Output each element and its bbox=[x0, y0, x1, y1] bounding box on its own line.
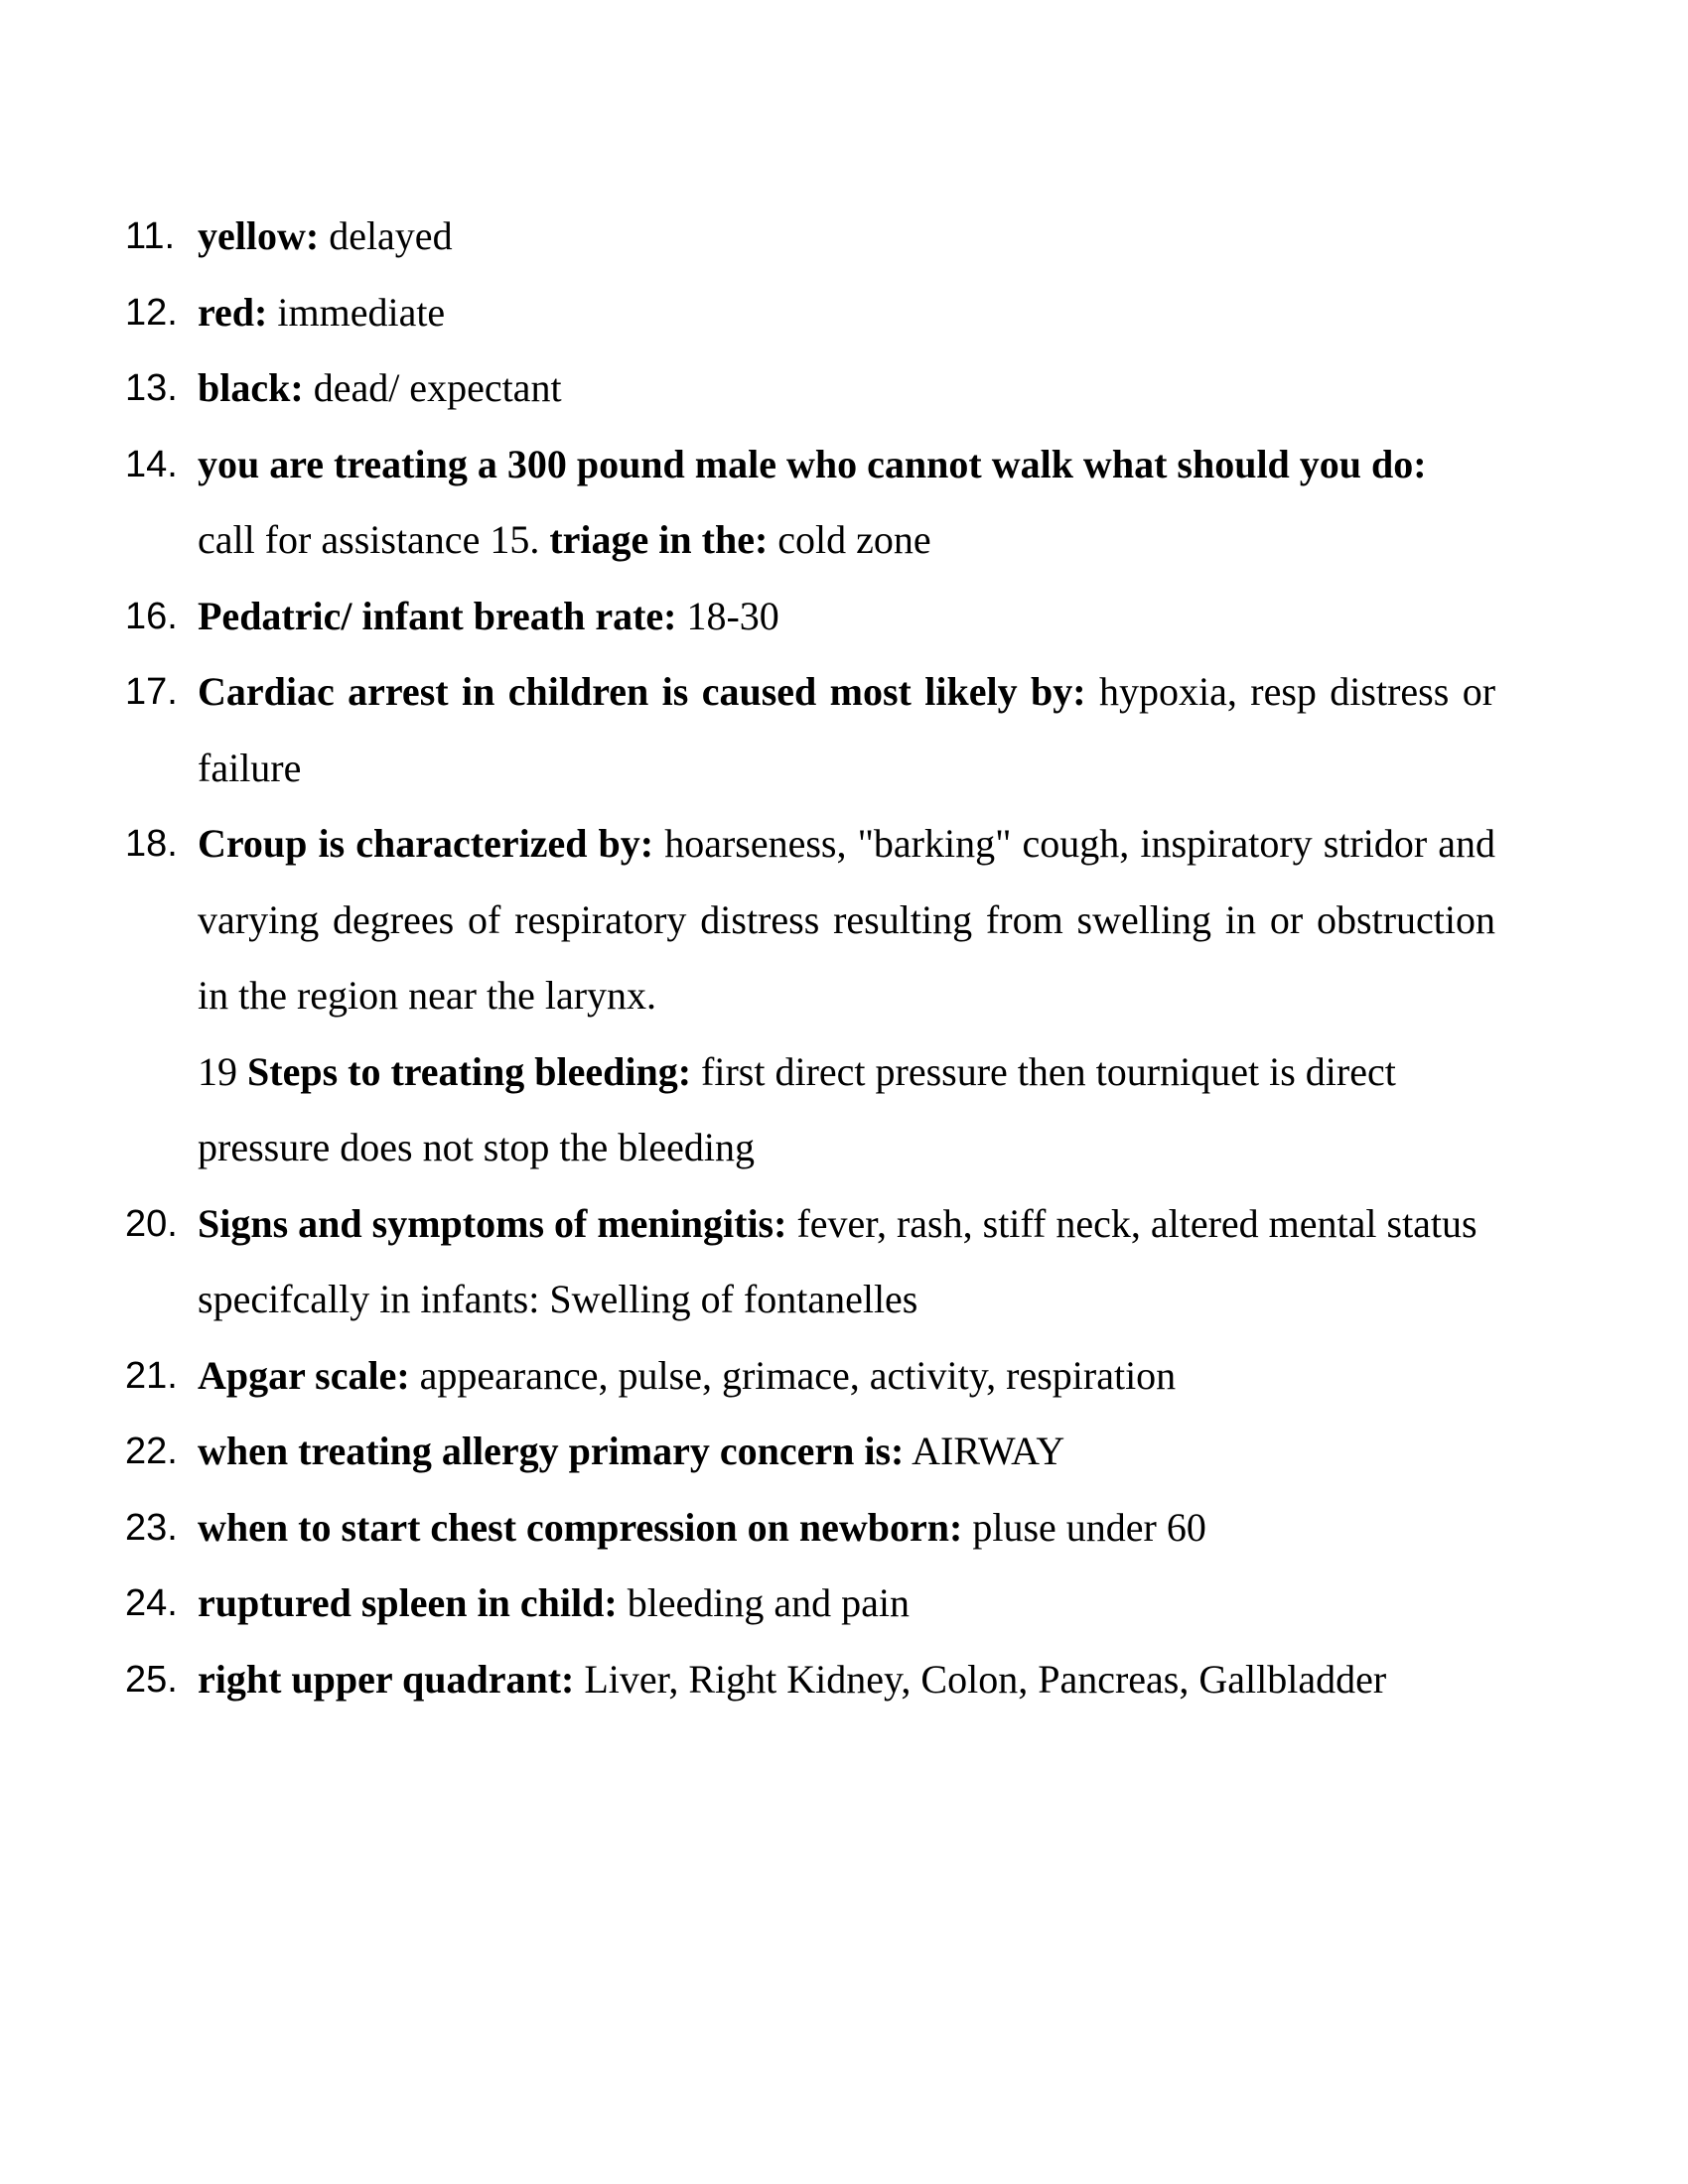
numbered-list bbox=[125, 199, 1495, 1717]
item-text: hoarseness, "barking" cough, inspiratory stridor and varying degrees of respiratory distress resulting from swelling in or obstruction in the region near the larynx. bbox=[198, 821, 1496, 1018]
item-label: right upper quadrant: bbox=[198, 1656, 575, 1702]
item-number: 25. bbox=[125, 1658, 178, 1701]
list-item-12 bbox=[125, 275, 1495, 351]
continuation-prefix: 19 bbox=[198, 1048, 247, 1094]
list-item-13 bbox=[125, 350, 1495, 427]
list-item-21 bbox=[125, 1338, 1495, 1415]
item-text-secondary: cold zone bbox=[768, 517, 931, 562]
item-label: Cardiac arrest in children is caused most likely by: bbox=[198, 669, 1086, 714]
item-text: appearance, pulse, grimace, activity, respiration bbox=[409, 1352, 1177, 1398]
item-number: 14. bbox=[125, 443, 178, 485]
item-label: when treating allergy primary concern is: bbox=[198, 1429, 905, 1473]
item-number: 18. bbox=[125, 823, 178, 865]
list-item-24 bbox=[125, 1566, 1495, 1642]
item-label: Pedatric/ infant breath rate: bbox=[198, 593, 677, 638]
item-number: 23. bbox=[125, 1506, 178, 1549]
item-number: 22. bbox=[125, 1431, 178, 1472]
item-text: AIRWAY bbox=[904, 1429, 1065, 1473]
item-text: pluse under 60 bbox=[962, 1504, 1206, 1550]
item-number: 16. bbox=[125, 595, 178, 637]
item-text: 18-30 bbox=[676, 593, 779, 638]
item-number: 11. bbox=[125, 215, 176, 257]
item-text: call for assistance 15. bbox=[198, 517, 550, 562]
item-text: dead/ expectant bbox=[303, 365, 562, 410]
item-text: bleeding and pain bbox=[617, 1580, 911, 1625]
item-label: when to start chest compression on newborn: bbox=[198, 1504, 963, 1550]
item-number: 20. bbox=[125, 1202, 178, 1245]
list-item-23 bbox=[125, 1490, 1495, 1567]
item-extra-note: specifcally in infants: Swelling of fontanelles bbox=[198, 1277, 918, 1321]
item-label: yellow: bbox=[198, 213, 320, 258]
item-label: black: bbox=[198, 365, 304, 410]
list-item-25 bbox=[125, 1642, 1409, 1718]
item-label: red: bbox=[198, 289, 268, 335]
list-item-16 bbox=[125, 579, 1495, 655]
list-item-17 bbox=[125, 654, 1495, 806]
list-item-18 bbox=[125, 806, 1495, 1186]
item-label-secondary: triage in the: bbox=[549, 517, 769, 562]
item-continuation bbox=[198, 1034, 1419, 1186]
item-label: Apgar scale: bbox=[198, 1352, 410, 1398]
item-body bbox=[198, 806, 1495, 1034]
item-number: 21. bbox=[125, 1354, 178, 1397]
item-text: delayed bbox=[319, 213, 453, 258]
item-label: you are treating a 300 pound male who cannot walk what should you do: bbox=[198, 441, 1427, 486]
list-item-22 bbox=[125, 1414, 1495, 1490]
item-text: fever, rash, stiff neck, altered mental status bbox=[786, 1200, 1477, 1246]
item-number: 13. bbox=[125, 367, 178, 409]
item-text: hypoxia, resp distress or failure bbox=[198, 669, 1496, 790]
item-text: immediate bbox=[267, 289, 446, 335]
item-label: Signs and symptoms of meningitis: bbox=[198, 1200, 787, 1246]
list-item-11 bbox=[125, 199, 1495, 275]
item-label: Croup is characterized by: bbox=[198, 821, 654, 866]
list-item-20 bbox=[125, 1186, 1508, 1338]
item-number: 12. bbox=[125, 291, 178, 334]
item-text: Liver, Right Kidney, Colon, Pancreas, Gallbladder bbox=[574, 1656, 1387, 1702]
list-item-14 bbox=[125, 427, 1469, 579]
item-label: ruptured spleen in child: bbox=[198, 1580, 618, 1625]
item-body bbox=[198, 1186, 1508, 1263]
continuation-text: first direct pressure then tourniquet is direct pressure does not stop the bleeding bbox=[198, 1048, 1396, 1169]
continuation-label: Steps to treating bleeding: bbox=[247, 1048, 692, 1094]
item-number: 17. bbox=[125, 671, 178, 713]
item-number: 24. bbox=[125, 1582, 178, 1624]
